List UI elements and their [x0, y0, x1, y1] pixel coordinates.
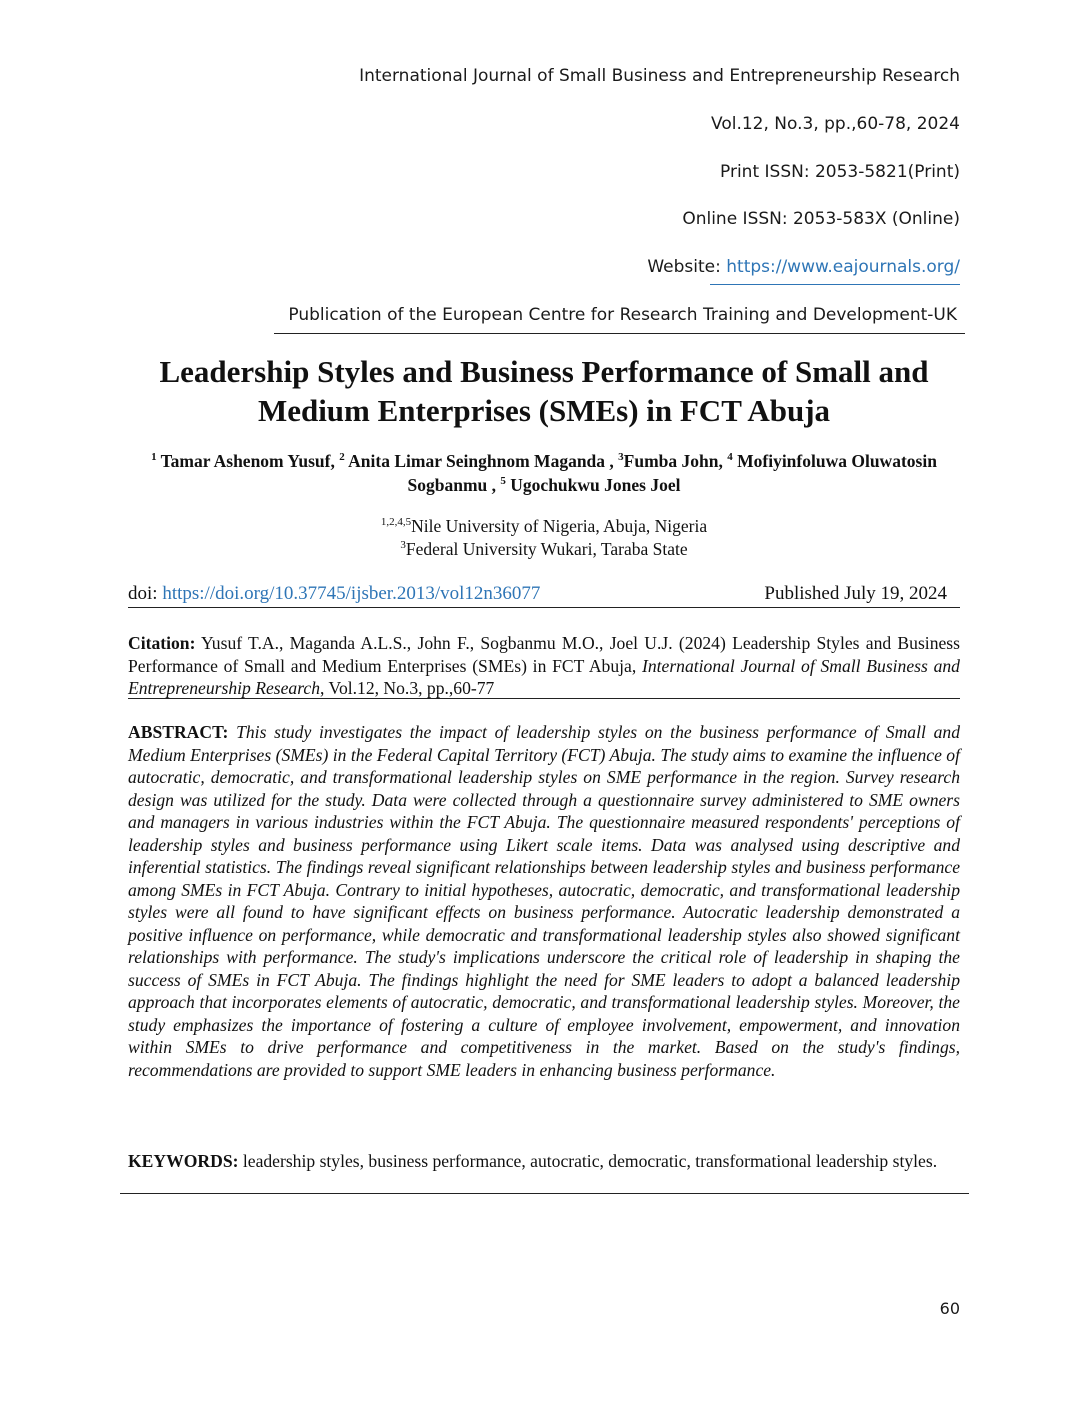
keywords-divider — [120, 1193, 969, 1194]
abstract-text: This study investigates the impact of leadership styles on the business performance of Small and Medium Enterprises (SMEs) in the Federal Capital Territory (FCT) Abuja. The study aims to examine the influence of autocratic, democratic, and transformational leadership styles on SME performance in the region. Survey research design was utilized for the study. Data were collected through a questionnaire survey administered to SME owners and managers in various industries within the FCT Abuja. The questionnaire measured respondents' perceptions of leadership styles and business performance using Likert scale items. Data was analysed using descriptive and inferential statistics. The findings reveal significant relationships between leadership styles and business performance among SMEs in FCT Abuja. Contrary to initial hypotheses, autocratic, democratic, and transformational leadership styles were all found to have significant effects on business performance. Autocratic leadership demonstrated a positive influence on performance, while democratic and transformational leadership styles also showed significant relationships with performance. The study's implications underscore the critical role of leadership in shaping the success of SMEs in FCT Abuja. The findings highlight the need for SME leaders to adopt a balanced leadership approach that incorporates elements of autocratic, democratic, and transformational leadership styles. Moreover, the study emphasizes the importance of fostering a culture of employee involvement, empowerment, and innovation within SMEs to drive performance and competitiveness in the market. Based on the study's findings, recommendations are provided to support SME leaders in enhancing business performance. — [128, 722, 960, 1080]
online-issn: Online ISSN: 2053-583X (Online) — [682, 209, 960, 229]
volume-info: Vol.12, No.3, pp.,60-78, 2024 — [711, 114, 960, 134]
abstract-label: ABSTRACT: — [128, 722, 229, 742]
published-date: Published July 19, 2024 — [764, 583, 947, 604]
author-name: Mofiyinfoluwa Oluwatosin Sogbanmu , — [407, 451, 937, 495]
publisher-line: Publication of the European Centre for Research Training and Development-UK — [288, 305, 957, 325]
keywords-label: KEYWORDS: — [128, 1151, 239, 1171]
citation-divider — [128, 698, 960, 699]
author-sup: 2 — [339, 451, 345, 464]
author-sup: 1 — [151, 451, 157, 464]
citation-label: Citation: — [128, 633, 196, 653]
keywords-block — [128, 1150, 960, 1173]
author-name: Tamar Ashenom Yusuf, — [156, 451, 340, 471]
affiliation-sup: 1,2,4,5 — [380, 516, 412, 529]
affiliation-text: Nile University of Nigeria, Abuja, Nigeria — [411, 516, 708, 536]
title-line-1: Leadership Styles and Business Performance of Small and — [159, 354, 929, 389]
author-sup: 5 — [500, 475, 506, 488]
author-list — [120, 449, 968, 497]
title-line-2: Medium Enterprises (SMEs) in FCT Abuja — [257, 393, 831, 428]
affiliation-2 — [120, 538, 968, 561]
author-name: Anita Limar Seinghnom Maganda , — [344, 451, 619, 471]
doi-divider — [128, 607, 960, 608]
author-name: Fumba John, — [623, 451, 728, 471]
page-number: 60 — [939, 1299, 960, 1318]
website-link[interactable]: https://www.eajournals.org/ — [726, 257, 960, 277]
citation-journal: International Journal of Small Business and Entrepreneurship Research — [128, 655, 960, 698]
website-line — [647, 257, 960, 277]
author-name: Ugochukwu Jones Joel — [505, 475, 681, 495]
website-underline — [710, 284, 960, 285]
author-sup: 4 — [727, 451, 733, 464]
affiliation-text: Federal University Wukari, Taraba State — [405, 539, 688, 559]
paper-title — [100, 352, 988, 430]
abstract-block — [128, 721, 960, 1081]
citation-block — [128, 632, 960, 700]
affiliation-sup: 3 — [400, 539, 406, 552]
header-divider — [274, 333, 965, 334]
doi-link[interactable]: https://doi.org/10.37745/ijsber.2013/vol12n36077 — [162, 583, 541, 604]
website-label: Website: — [647, 257, 727, 277]
print-issn: Print ISSN: 2053-5821(Print) — [720, 162, 960, 182]
citation-text: Yusuf T.A., Maganda A.L.S., John F., Sogbanmu M.O., Joel U.J. (2024) Leadership Styles and Business Performance of Small and Medium Enterprises (SMEs) in FCT Abuja, — [128, 633, 960, 676]
citation-details: , Vol.12, No.3, pp.,60-77 — [320, 678, 495, 698]
author-sup: 3 — [618, 451, 624, 464]
doi-label: doi: — [128, 583, 163, 604]
journal-name: International Journal of Small Business and Entrepreneurship Research — [359, 66, 960, 86]
doi-line — [128, 583, 540, 605]
keywords-text: leadership styles, business performance, autocratic, democratic, transformational leadership styles. — [238, 1151, 938, 1171]
affiliation-1 — [120, 515, 968, 538]
